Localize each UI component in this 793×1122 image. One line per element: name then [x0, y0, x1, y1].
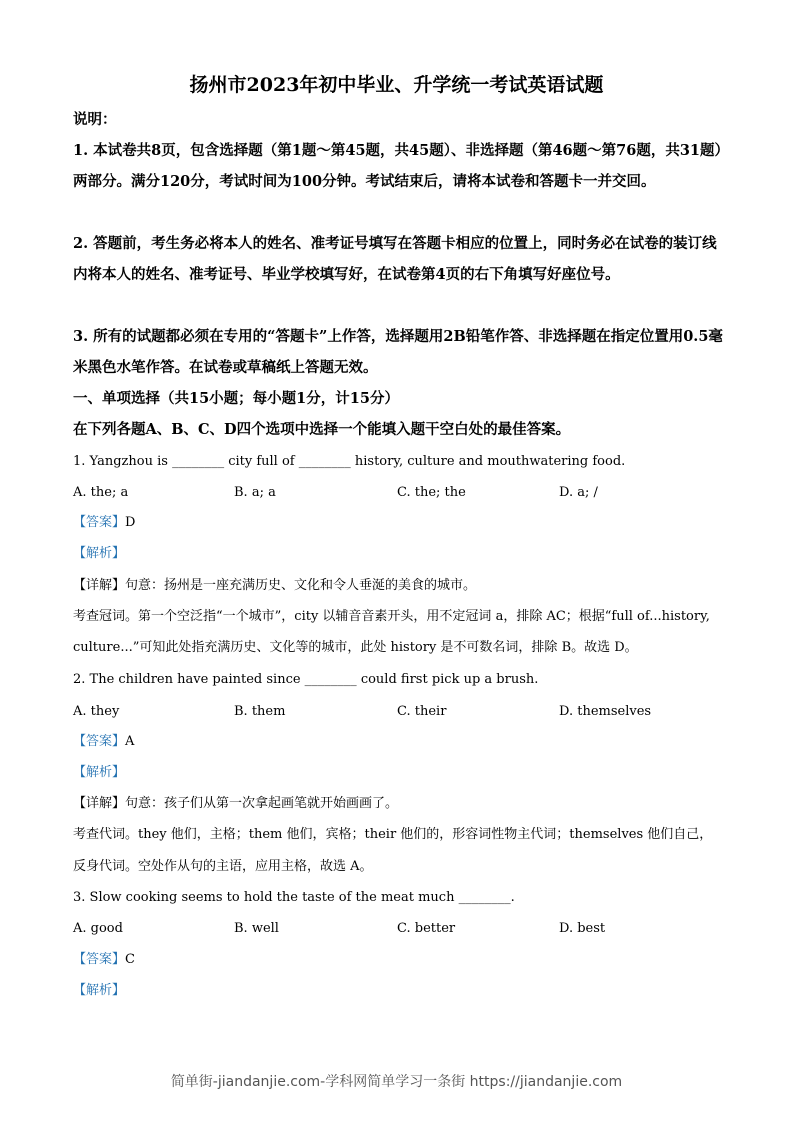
question-2-stem: 2. The children have painted since ________ could first pick up a brush.	[73, 672, 539, 687]
question-3-option-c: C. better	[397, 921, 456, 936]
question-3-stem: 3. Slow cooking seems to hold the taste of the meat much ________.	[73, 890, 515, 905]
answer-tag: 【答案】	[73, 734, 126, 749]
answer-tag: 【答案】	[73, 515, 126, 530]
page-footer-watermark: 简单街-jiandanjie.com-学科网简单学习一条街 https://jiandanjie.com	[170, 1074, 623, 1090]
question-2-option-b: B. them	[234, 704, 286, 719]
page-title: 扬州市2023年初中毕业、升学统一考试英语试题	[189, 74, 604, 96]
question-1-option-c: C. the; the	[397, 485, 466, 500]
question-1-detail-line-2: 考查冠词。第一个空泛指“一个城市”，city 以辅音音素开头，用不定冠词 a，排除 AC；根据“full of...history,	[73, 609, 710, 624]
section-direction: 在下列各题A、B、C、D四个选项中选择一个能填入题干空白处的最佳答案。	[73, 421, 571, 438]
question-3-option-b: B. well	[234, 921, 279, 936]
answer-value: A	[125, 734, 135, 749]
answer-value: D	[125, 515, 136, 530]
question-2-option-a: A. they	[73, 704, 120, 719]
question-3-option-a: A. good	[73, 921, 123, 936]
question-2-analysis-tag: 【解析】	[73, 765, 126, 780]
question-2-answer	[73, 733, 134, 751]
answer-value: C	[125, 952, 135, 967]
question-2-option-d: D. themselves	[559, 704, 652, 719]
question-1-analysis-tag: 【解析】	[73, 546, 126, 561]
question-1-stem: 1. Yangzhou is ________ city full of ________ history, culture and mouthwatering food.	[73, 454, 626, 469]
question-1-option-b: B. a; a	[234, 485, 276, 500]
instruction-item-2: 2. 答题前，考生务必将本人的姓名、准考证号填写在答题卡相应的位置上，同时务必在试卷的装订线内将本人的姓名、准考证号、毕业学校填写好，在试卷第4页的右下角填写好座位号。	[73, 235, 717, 283]
question-1-detail-line-1: 【详解】句意：扬州是一座充满历史、文化和令人垂涎的美食的城市。	[73, 578, 477, 593]
question-2-detail-line-1: 【详解】句意：孩子们从第一次拿起画笔就开始画画了。	[73, 796, 399, 811]
question-2-option-c: C. their	[397, 704, 447, 719]
question-1-detail-line-3: culture...”可知此处指充满历史、文化等的城市，此处 history 是不可数名词，排除 B。故选 D。	[73, 640, 638, 655]
question-2-detail-line-2: 考查代词。they 他们，主格；them 他们，宾格；their 他们的，形容词性物主代词；themselves 他们自己，	[73, 827, 713, 842]
instruction-item-3: 3. 所有的试题都必须在专用的“答题卡”上作答，选择题用2B铅笔作答、非选择题在指定位置用0.5毫米黑色水笔作答。在试卷或草稿纸上答题无效。	[73, 328, 723, 376]
question-1-option-d: D. a; /	[559, 485, 598, 500]
question-2-detail-line-3: 反身代词。空处作从句的主语，应用主格，故选 A。	[73, 859, 373, 874]
instruction-item-1: 1. 本试卷共8页，包含选择题（第1题～第45题，共45题）、非选择题（第46题～第76题，共31题）两部分。满分120分，考试时间为100分钟。考试结束后，请将本试卷和答题卡一并交回。	[73, 142, 722, 190]
question-1-answer	[73, 514, 135, 532]
answer-tag: 【答案】	[73, 952, 126, 967]
question-3-option-d: D. best	[559, 921, 606, 936]
question-3-answer	[73, 951, 135, 969]
question-3-analysis-tag: 【解析】	[73, 983, 126, 998]
section-heading: 一、单项选择（共15小题；每小题1分，计15分）	[73, 390, 399, 407]
instructions-label: 说明：	[73, 111, 117, 128]
question-1-option-a: A. the; a	[73, 485, 129, 500]
